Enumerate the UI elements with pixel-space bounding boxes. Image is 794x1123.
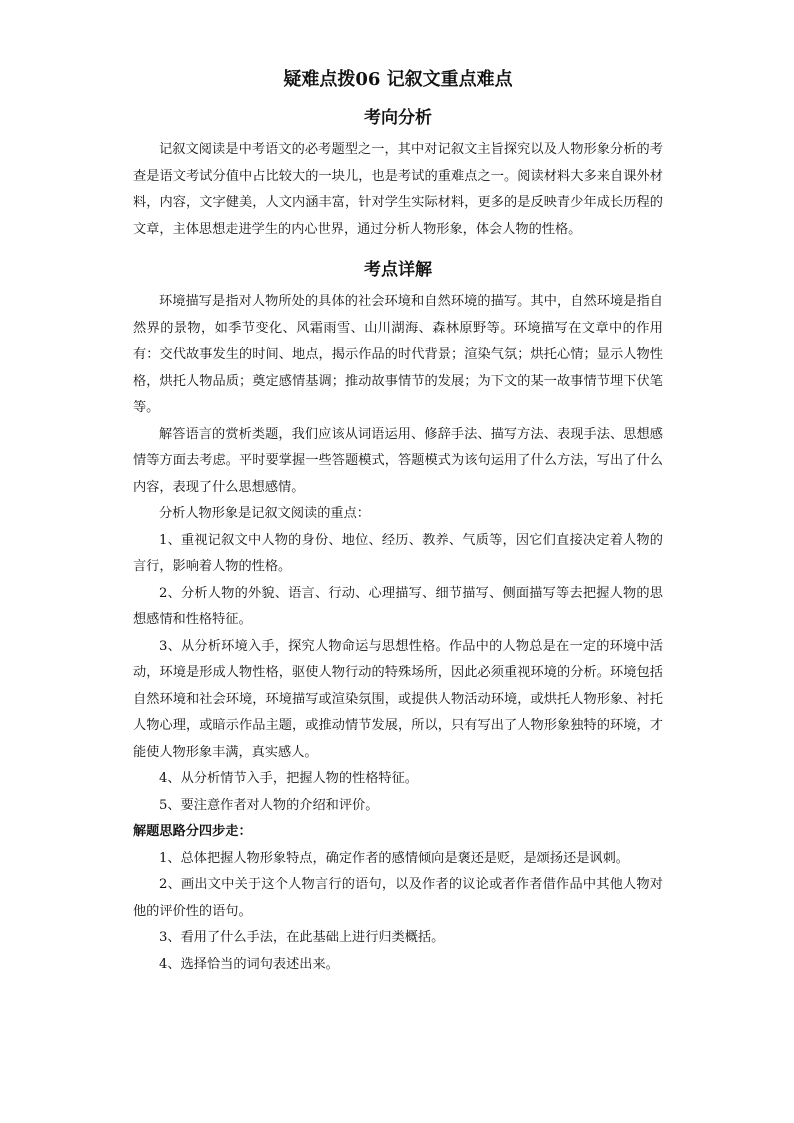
step-item: 2、画出文中关于这个人物言行的语句，以及作者的议论或者作者借作品中其他人物对他的评价性的语句。 — [133, 877, 663, 919]
detail-paragraph-language: 解答语言的赏析类题，我们应该从词语运用、修辞手法、描写方法、表现手法、思想感情等方面去考虑。平时要掌握一些答题模式，答题模式为该句运用了什么方法，写出了什么内容，表现了什么思想感情。 — [133, 426, 663, 495]
step-item: 4、选择恰当的词句表述出来。 — [159, 956, 339, 972]
step-item: 3、看用了什么手法，在此基础上进行归类概括。 — [159, 930, 445, 945]
point-item: 2、分析人物的外貌、语言、行动、心理描写、细节描写、侧面描写等去把握人物的思想感情和性格特征。 — [133, 585, 663, 627]
analysis-paragraph: 记叙文阅读是中考语文的必考题型之一，其中对记叙文主旨探究以及人物形象分析的考查是语文考试分值中占比较大的一块儿，也是考试的重难点之一。阅读材料大多来自课外材料，内容，文字健美，人文内涵丰富，针对学生实际材料，更多的是反映青少年成长历程的文章，主体思想走进学生的内心世界，通过分析人物形象，体会人物的性格。 — [133, 142, 663, 237]
section-heading-details: 考点详解 — [364, 260, 432, 280]
document-title: 疑难点拨06 记叙文重点难点 — [283, 69, 513, 90]
point-item: 1、重视记叙文中人物的身份、地位、经历、教养、气质等，因它们直接决定着人物的言行，影响着人物的性格。 — [133, 532, 663, 574]
point-item: 4、从分析情节入手，把握人物的性格特征。 — [159, 771, 418, 786]
detail-paragraph-environment: 环境描写是指对人物所处的具体的社会环境和自然环境的描写。其中，自然环境是指自然界的景物，如季节变化、风霜雨雪、山川湖海、森林原野等。环境描写在文章中的作用有：交代故事发生的时间、地点，揭示作品的时代背景；渲染气氛；烘托心情；显示人物性格，烘托人物品质；奠定感情基调；推动故事情节的发展；为下文的某一故事情节埋下伏笔等。 — [133, 294, 663, 415]
detail-paragraph-character: 分析人物形象是记叙文阅读的重点： — [159, 506, 370, 521]
point-item: 3、从分析环境入手，探究人物命运与思想性格。作品中的人物总是在一定的环境中活动，环境是形成人物性格，驱使人物行动的特殊场所，因此必须重视环境的分析。环境包括自然环境和社会环境，环境描写或渲染氛围，或提供人物活动环境，或烘托人物形象、衬托人物心理，或暗示作品主题，或推动情节发展，所以，只有写出了人物形象独特的环境，才能使人物形象丰满，真实感人。 — [133, 638, 663, 760]
point-item: 5、要注意作者对人物的介绍和评价。 — [159, 797, 379, 813]
step-item: 1、总体把握人物形象特点，确定作者的感情倾向是褒还是贬，是颂扬还是讽刺。 — [159, 850, 629, 866]
section-heading-analysis: 考向分析 — [364, 108, 432, 128]
document-page — [133, 66, 663, 978]
steps-heading: 解题思路分四步走： — [133, 824, 252, 839]
